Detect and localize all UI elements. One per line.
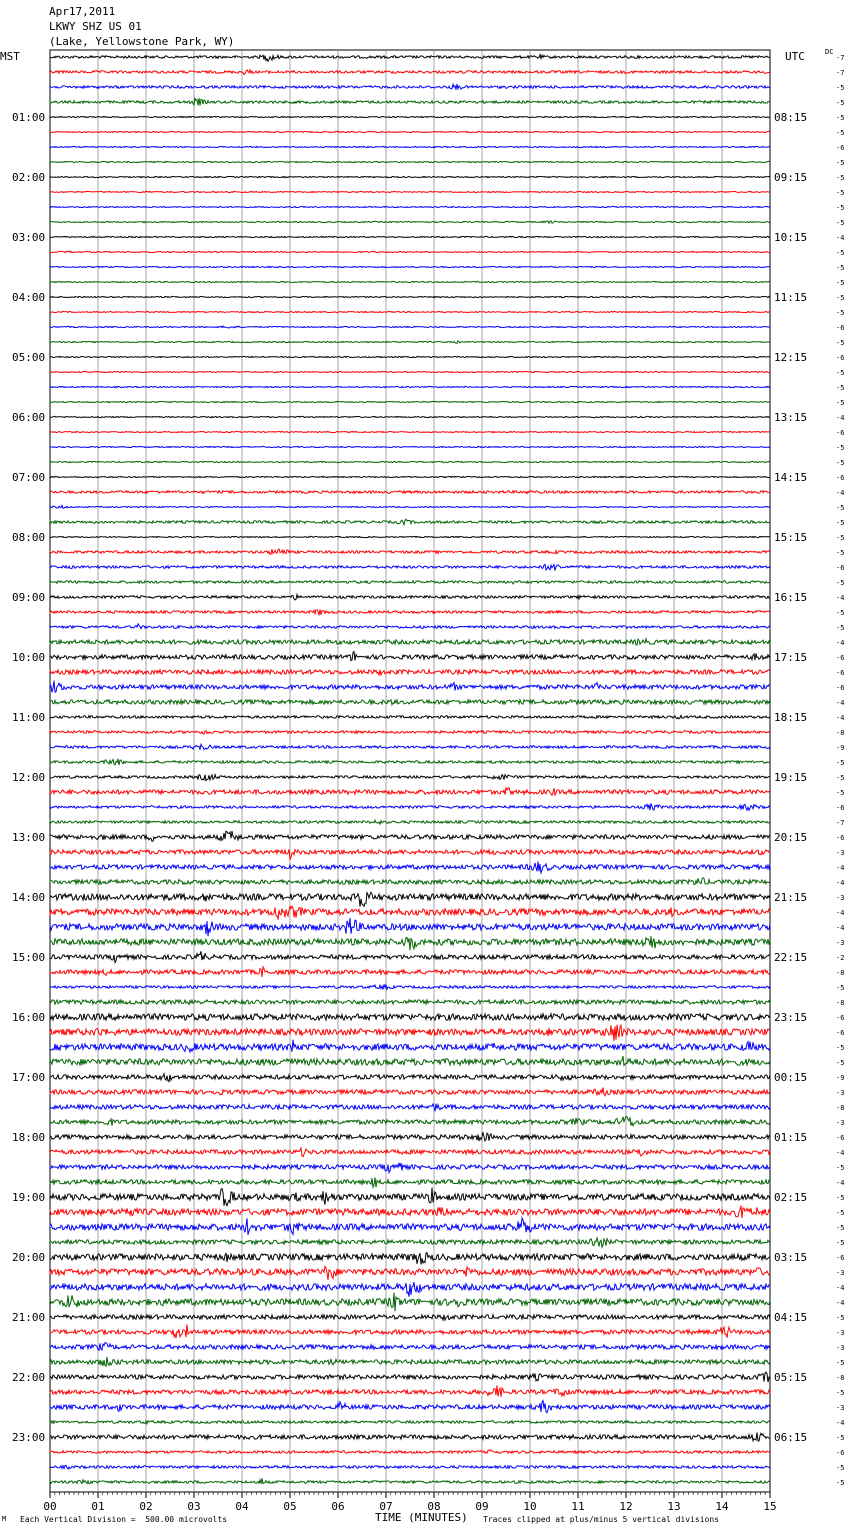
seismic-trace <box>50 951 770 962</box>
seismic-trace <box>50 849 770 859</box>
seismic-trace <box>50 311 770 312</box>
x-tick-label: 11 <box>571 1500 585 1513</box>
dc-offset-value: -3 <box>836 1404 845 1412</box>
seismic-trace <box>50 84 770 90</box>
seismic-trace <box>50 1266 770 1280</box>
seismic-trace <box>50 1421 770 1424</box>
dc-offset-value: -5 <box>836 579 845 587</box>
seismic-trace <box>50 918 770 936</box>
x-tick-label: 03 <box>187 1500 201 1513</box>
seismic-trace <box>50 1132 770 1141</box>
left-time-label: 05:00 <box>12 351 46 364</box>
seismic-trace <box>50 1218 770 1235</box>
x-tick-label: 00 <box>43 1500 57 1513</box>
seismic-trace <box>50 759 770 765</box>
left-time-label: 23:00 <box>12 1431 46 1444</box>
dc-offset-value: -5 <box>836 1464 845 1472</box>
left-time-label: 03:00 <box>12 231 46 244</box>
dc-offset-value: -5 <box>836 504 845 512</box>
left-time-label: 02:00 <box>12 171 46 184</box>
dc-offset-value: -6 <box>836 684 845 692</box>
footer-mark: M <box>2 1515 7 1523</box>
seismic-trace <box>50 1206 770 1218</box>
seismic-trace <box>50 1188 770 1206</box>
seismic-trace <box>50 326 770 328</box>
seismic-trace <box>50 70 770 75</box>
dc-offset-value: -5 <box>836 129 845 137</box>
dc-offset-value: -5 <box>836 309 845 317</box>
seismic-trace <box>50 221 770 224</box>
seismic-trace <box>50 1148 770 1157</box>
dc-offset-value: -5 <box>836 174 845 182</box>
dc-offset-value: -5 <box>836 549 845 557</box>
seismic-trace <box>50 681 770 693</box>
dc-offset-value: -5 <box>836 1224 845 1232</box>
seismic-trace <box>50 206 770 207</box>
dc-offset-value: -6 <box>836 1134 845 1142</box>
seismic-trace <box>50 1000 770 1005</box>
dc-offset-value: -8 <box>836 1104 845 1112</box>
seismic-trace <box>50 984 770 989</box>
right-time-label: 11:15 <box>774 291 808 304</box>
x-tick-label: 06 <box>331 1500 345 1513</box>
seismic-trace <box>50 1357 770 1366</box>
dc-offset-value: -6 <box>836 1029 845 1037</box>
seismic-trace <box>50 1325 770 1339</box>
dc-offset-value: -6 <box>836 804 845 812</box>
seismic-trace <box>50 892 770 906</box>
seismic-trace <box>50 610 770 616</box>
right-time-label: 06:15 <box>774 1431 808 1444</box>
seismic-trace <box>50 670 770 675</box>
dc-offset-value: -4 <box>836 1299 845 1307</box>
seismic-trace <box>50 1104 770 1112</box>
seismic-trace <box>50 1014 770 1020</box>
seismic-trace <box>50 356 770 357</box>
seismic-trace <box>50 1088 770 1096</box>
seismic-trace <box>50 491 770 494</box>
left-time-label: 10:00 <box>12 651 46 664</box>
x-tick-label: 04 <box>235 1500 249 1513</box>
seismic-trace <box>50 1056 770 1065</box>
seismic-trace <box>50 1315 770 1320</box>
dc-offset-value: -5 <box>836 1059 845 1067</box>
seismic-trace <box>50 476 770 477</box>
seismic-trace <box>50 505 770 508</box>
seismic-trace <box>50 1178 770 1188</box>
seismic-trace <box>50 176 770 177</box>
dc-offset-value: -4 <box>836 594 845 602</box>
right-time-label: 20:15 <box>774 831 808 844</box>
dc-offset-value: -9 <box>836 1074 845 1082</box>
seismic-trace <box>50 581 770 584</box>
seismic-trace <box>50 296 770 297</box>
dc-offset-value: -6 <box>836 1449 845 1457</box>
seismic-trace <box>50 775 770 781</box>
dc-offset-value: -5 <box>836 1044 845 1052</box>
dc-offset-value: -6 <box>836 144 845 152</box>
dc-offset-value: -5 <box>836 1209 845 1217</box>
dc-offset-value: -9 <box>836 744 845 752</box>
seismic-trace <box>50 1025 770 1041</box>
dc-offset-value: -5 <box>836 444 845 452</box>
right-time-label: 03:15 <box>774 1251 808 1264</box>
seismic-trace <box>50 281 770 282</box>
seismic-trace <box>50 731 770 734</box>
dc-offset-value: -6 <box>836 1254 845 1262</box>
left-time-label: 06:00 <box>12 411 46 424</box>
left-time-label: 22:00 <box>12 1371 46 1384</box>
seismic-trace <box>50 416 770 417</box>
seismic-trace <box>50 131 770 132</box>
seismic-trace <box>50 1282 770 1297</box>
seismic-trace <box>50 549 770 554</box>
dc-offset-value: -5 <box>836 339 845 347</box>
dc-offset-value: -5 <box>836 294 845 302</box>
seismic-trace <box>50 715 770 718</box>
dc-offset-value: -5 <box>836 789 845 797</box>
dc-offset-value: -5 <box>836 84 845 92</box>
right-time-label: 02:15 <box>774 1191 808 1204</box>
dc-offset-value: -2 <box>836 954 845 962</box>
left-time-label: 13:00 <box>12 831 46 844</box>
dc-offset-value: -6 <box>836 429 845 437</box>
seismic-trace <box>50 700 770 705</box>
seismic-trace <box>50 371 770 372</box>
dc-offset-value: -7 <box>836 54 845 62</box>
dc-offset-value: -5 <box>836 99 845 107</box>
seismic-trace <box>50 652 770 661</box>
dc-offset-value: -3 <box>836 1269 845 1277</box>
right-timezone: UTC <box>785 50 805 63</box>
dc-offset-value: -5 <box>836 264 845 272</box>
seismic-trace <box>50 862 770 873</box>
dc-offset-value: -5 <box>836 369 845 377</box>
seismic-trace <box>50 1478 770 1483</box>
left-time-label: 16:00 <box>12 1011 46 1024</box>
dc-offset-value: -5 <box>836 114 845 122</box>
dc-offset-value: -8 <box>836 1374 845 1382</box>
dc-offset-value: -5 <box>836 459 845 467</box>
x-tick-label: 08 <box>427 1500 441 1513</box>
x-tick-label: 12 <box>619 1500 633 1513</box>
dc-offset-value: -6 <box>836 669 845 677</box>
right-time-label: 17:15 <box>774 651 808 664</box>
seismic-trace <box>50 1116 770 1125</box>
dc-offset-value: -5 <box>836 1479 845 1487</box>
seismic-trace <box>50 624 770 629</box>
seismic-trace <box>50 536 770 537</box>
right-time-label: 22:15 <box>774 951 808 964</box>
left-time-label: 04:00 <box>12 291 46 304</box>
dc-offset-value: -5 <box>836 399 845 407</box>
dc-offset-value: -4 <box>836 234 845 242</box>
dc-offset-value: -5 <box>836 204 845 212</box>
clip-note: Traces clipped at plus/minus 5 vertical divisions <box>483 1515 720 1524</box>
seismic-trace <box>50 803 770 810</box>
seismic-trace <box>50 878 770 885</box>
dc-offset-value: -4 <box>836 489 845 497</box>
x-tick-label: 07 <box>379 1500 393 1513</box>
seismic-trace <box>50 1074 770 1082</box>
dc-offset-value: -6 <box>836 354 845 362</box>
dc-offset-value: -5 <box>836 609 845 617</box>
right-time-label: 12:15 <box>774 351 808 364</box>
left-time-label: 15:00 <box>12 951 46 964</box>
dc-offset-value: -6 <box>836 1014 845 1022</box>
dc-offset-value: -6 <box>836 564 845 572</box>
seismic-trace <box>50 431 770 432</box>
seismic-trace <box>50 1465 770 1469</box>
seismic-trace <box>50 639 770 645</box>
dc-offset-value: -4 <box>836 879 845 887</box>
dc-offset-value: -5 <box>836 1239 845 1247</box>
x-tick-label: 15 <box>763 1500 777 1513</box>
dc-offset-value: -4 <box>836 639 845 647</box>
left-time-label: 11:00 <box>12 711 46 724</box>
seismic-trace <box>50 116 770 117</box>
right-time-label: 04:15 <box>774 1311 808 1324</box>
dc-offset-value: -7 <box>836 69 845 77</box>
dc-offset-value: -4 <box>836 864 845 872</box>
dc-offset-value: -4 <box>836 1179 845 1187</box>
dc-offset-value: -5 <box>836 1359 845 1367</box>
dc-offset-value: -4 <box>836 924 845 932</box>
right-time-label: 18:15 <box>774 711 808 724</box>
seismic-trace <box>50 386 770 387</box>
dc-offset-value: -4 <box>836 714 845 722</box>
seismic-trace <box>50 906 770 919</box>
station-id: LKWY SHZ US 01 <box>49 20 142 33</box>
x-tick-label: 13 <box>667 1500 681 1513</box>
seismic-trace <box>50 1343 770 1351</box>
dc-offset-value: -4 <box>836 1284 845 1292</box>
dc-offset-value: -5 <box>836 759 845 767</box>
dc-offset-value: -3 <box>836 1329 845 1337</box>
dc-offset-value: -5 <box>836 1164 845 1172</box>
dc-offset-value: -5 <box>836 1194 845 1202</box>
seismic-trace <box>50 266 770 267</box>
seismic-trace <box>50 967 770 977</box>
dc-offset-value: -3 <box>836 1344 845 1352</box>
seismic-trace <box>50 564 770 570</box>
seismic-trace <box>50 236 770 237</box>
seismic-trace <box>50 820 770 824</box>
dc-offset-value: -3 <box>836 894 845 902</box>
dc-offset-value: -4 <box>836 909 845 917</box>
dc-offset-value: -5 <box>836 774 845 782</box>
right-time-label: 13:15 <box>774 411 808 424</box>
dc-offset-header: DC <box>825 48 834 56</box>
x-tick-label: 09 <box>475 1500 489 1513</box>
left-time-label: 17:00 <box>12 1071 46 1084</box>
left-time-label: 08:00 <box>12 531 46 544</box>
x-tick-label: 10 <box>523 1500 537 1513</box>
right-time-label: 10:15 <box>774 231 808 244</box>
left-time-label: 14:00 <box>12 891 46 904</box>
seismic-trace <box>50 251 770 253</box>
left-time-label: 19:00 <box>12 1191 46 1204</box>
seismic-trace <box>50 1163 770 1173</box>
x-tick-label: 14 <box>715 1500 729 1513</box>
left-time-label: 21:00 <box>12 1311 46 1324</box>
dc-offset-value: -5 <box>836 534 845 542</box>
dc-offset-value: -5 <box>836 1314 845 1322</box>
right-time-label: 08:15 <box>774 111 808 124</box>
scale-note: Each Vertical Division = 500.00 microvolts <box>20 1515 228 1524</box>
x-tick-label: 01 <box>91 1500 105 1513</box>
dc-offset-value: -6 <box>836 474 845 482</box>
left-time-label: 18:00 <box>12 1131 46 1144</box>
left-time-label: 12:00 <box>12 771 46 784</box>
right-time-label: 19:15 <box>774 771 808 784</box>
station-location: (Lake, Yellowstone Park, WY) <box>49 35 235 48</box>
dc-offset-value: -4 <box>836 1149 845 1157</box>
seismic-trace <box>50 744 770 749</box>
left-time-label: 20:00 <box>12 1251 46 1264</box>
seismic-trace <box>50 446 770 447</box>
dc-offset-value: -5 <box>836 519 845 527</box>
seismic-trace <box>50 936 770 950</box>
seismic-trace <box>50 98 770 105</box>
seismic-trace <box>50 1385 770 1396</box>
right-time-label: 05:15 <box>774 1371 808 1384</box>
x-axis-label: TIME (MINUTES) <box>375 1511 468 1524</box>
left-time-label: 01:00 <box>12 111 46 124</box>
left-time-label: 09:00 <box>12 591 46 604</box>
seismic-trace <box>50 401 770 402</box>
dc-offset-value: -4 <box>836 699 845 707</box>
seismic-trace <box>50 1293 770 1312</box>
seismic-trace <box>50 1253 770 1265</box>
seismic-trace <box>50 519 770 525</box>
seismic-trace <box>50 55 770 62</box>
dc-offset-value: -6 <box>836 654 845 662</box>
seismic-trace <box>50 1040 770 1052</box>
dc-offset-value: -5 <box>836 249 845 257</box>
seismic-trace <box>50 595 770 600</box>
dc-offset-value: -3 <box>836 849 845 857</box>
right-time-label: 15:15 <box>774 531 808 544</box>
dc-offset-value: -5 <box>836 279 845 287</box>
x-tick-label: 05 <box>283 1500 297 1513</box>
dc-offset-value: -8 <box>836 969 845 977</box>
seismic-trace <box>50 191 770 193</box>
right-time-label: 09:15 <box>774 171 808 184</box>
right-time-label: 14:15 <box>774 471 808 484</box>
x-tick-label: 02 <box>139 1500 153 1513</box>
dc-offset-value: -5 <box>836 984 845 992</box>
dc-offset-value: -5 <box>836 159 845 167</box>
left-timezone: MST <box>0 50 20 63</box>
dc-offset-value: -5 <box>836 219 845 227</box>
seismic-trace <box>50 1401 770 1413</box>
seismic-trace <box>50 831 770 841</box>
dc-offset-value: -4 <box>836 414 845 422</box>
left-time-label: 07:00 <box>12 471 46 484</box>
dc-offset-value: -5 <box>836 189 845 197</box>
seismic-trace <box>50 341 770 344</box>
seismic-trace <box>50 1238 770 1247</box>
dc-offset-value: -5 <box>836 1389 845 1397</box>
seismic-trace <box>50 161 770 162</box>
seismic-trace <box>50 1433 770 1442</box>
right-time-label: 21:15 <box>774 891 808 904</box>
seismic-trace <box>50 146 770 147</box>
right-time-label: 01:15 <box>774 1131 808 1144</box>
seismic-trace <box>50 788 770 796</box>
dc-offset-value: -3 <box>836 1119 845 1127</box>
right-time-label: 16:15 <box>774 591 808 604</box>
dc-offset-value: -3 <box>836 939 845 947</box>
right-time-label: 23:15 <box>774 1011 808 1024</box>
dc-offset-value: -5 <box>836 384 845 392</box>
dc-offset-value: -6 <box>836 834 845 842</box>
dc-offset-value: -8 <box>836 729 845 737</box>
chart-date: Apr17,2011 <box>49 5 116 18</box>
dc-offset-value: -8 <box>836 999 845 1007</box>
dc-offset-value: -7 <box>836 819 845 827</box>
seismic-trace <box>50 461 770 462</box>
seismic-trace <box>50 1372 770 1382</box>
dc-offset-value: -5 <box>836 624 845 632</box>
seismic-trace <box>50 1450 770 1454</box>
dc-offset-value: -5 <box>836 1434 845 1442</box>
dc-offset-value: -6 <box>836 324 845 332</box>
dc-offset-value: -3 <box>836 1089 845 1097</box>
right-time-label: 00:15 <box>774 1071 808 1084</box>
dc-offset-value: -4 <box>836 1419 845 1427</box>
